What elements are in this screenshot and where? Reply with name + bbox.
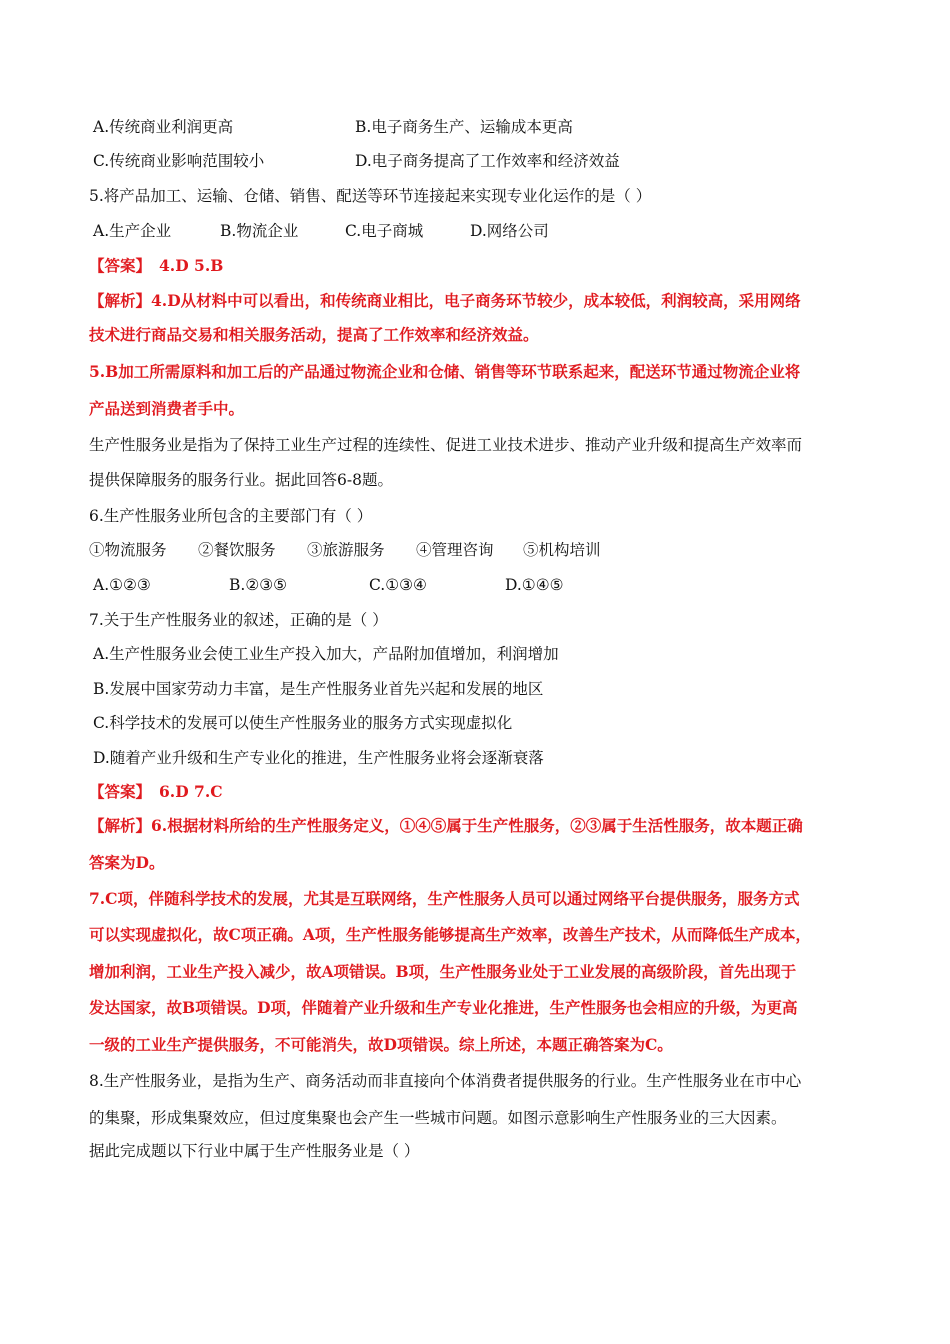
q4-option-d: D.电子商务提高了工作效率和经济效益 [355, 152, 620, 170]
analysis-4-5-line-3: 5.B加工所需原料和加工后的产品通过物流企业和仓储、销售等环节联系起来，配送环节通过物流企业将 [89, 362, 801, 381]
q7-option-d: D.随着产业升级和生产专业化的推进，生产性服务业将会逐渐衰落 [93, 749, 544, 767]
q8-line-3: 据此完成题以下行业中属于生产性服务业是（ ） [89, 1142, 420, 1160]
q6-option-a: A.①②③ [93, 576, 151, 594]
answer-label: 【答案】 [89, 256, 152, 275]
analysis-6-7-line-1: 【解析】6.根据材料所给的生产性服务定义，①④⑤属于生产性服务，②③属于生活性服务，故本题正确 [89, 816, 803, 835]
passage-6-8-line-2: 提供保障服务的服务行业。据此回答6-8题。 [89, 471, 393, 489]
q7-option-b: B.发展中国家劳动力丰富，是生产性服务业首先兴起和发展的地区 [93, 680, 544, 698]
q4-option-b: B.电子商务生产、运输成本更高 [355, 118, 573, 136]
q8-line-2: 的集聚，形成集聚效应，但过度集聚也会产生一些城市问题。如图示意影响生产性服务业的三大因素。 [89, 1109, 787, 1127]
q8-line-1: 8.生产性服务业，是指为生产、商务活动而非直接向个体消费者提供服务的行业。生产性服务业在市中心 [89, 1072, 802, 1090]
q4-option-a: A.传统商业利润更高 [93, 118, 234, 136]
analysis-6-7-line-2: 答案为D。 [89, 853, 165, 872]
q6-option-c: C.①③④ [369, 576, 427, 594]
answer-value: 4.D 5.B [159, 256, 224, 275]
answer-4-5 [89, 255, 223, 277]
q5-option-b: B.物流企业 [220, 222, 299, 240]
answer-label: 【答案】 [89, 782, 152, 801]
analysis-6-7-line-4: 可以实现虚拟化，故C项正确。A项，生产性服务能够提高生产效率，改善生产技术，从而降低生产成本， [89, 925, 811, 944]
analysis-6-7-line-3: 7.C项，伴随科学技术的发展，尤其是互联网络，生产性服务人员可以通过网络平台提供服务，服务方式 [89, 889, 800, 908]
q6-item-2: ②餐饮服务 [198, 541, 276, 559]
q7-stem: 7.关于生产性服务业的叙述，正确的是（ ） [89, 611, 388, 629]
q5-option-a: A.生产企业 [93, 222, 172, 240]
analysis-4-5-line-2: 技术进行商品交易和相关服务活动，提高了工作效率和经济效益。 [89, 325, 539, 344]
q6-option-b: B.②③⑤ [229, 576, 288, 594]
analysis-6-7-line-6: 发达国家，故B项错误。D项，伴随着产业升级和生产专业化推进，生产性服务也会相应的升级，为更高 [89, 998, 798, 1017]
q7-option-c: C.科学技术的发展可以使生产性服务业的服务方式实现虚拟化 [93, 714, 513, 732]
answer-6-7 [89, 781, 223, 803]
analysis-label: 【解析】 [89, 291, 152, 310]
q6-item-3: ③旅游服务 [307, 541, 385, 559]
q5-stem: 5.将产品加工、运输、仓储、销售、配送等环节连接起来实现专业化运作的是（ ） [89, 187, 652, 205]
analysis-6-7-line-5: 增加利润，工业生产投入减少，故A项错误。B项，生产性服务业处于工业发展的高级阶段，首先出现于 [89, 962, 797, 981]
q6-item-1: ①物流服务 [89, 541, 167, 559]
q4-option-c: C.传统商业影响范围较小 [93, 152, 265, 170]
answer-value: 6.D 7.C [159, 782, 223, 801]
analysis-4-5-line-4: 产品送到消费者手中。 [89, 399, 245, 418]
q6-item-5: ⑤机构培训 [523, 541, 601, 559]
q6-item-4: ④管理咨询 [416, 541, 494, 559]
q7-option-a: A.生产性服务业会使工业生产投入加大，产品附加值增加，利润增加 [93, 645, 559, 663]
analysis-4-5-line-1: 【解析】4.D从材料中可以看出，和传统商业相比，电子商务环节较少，成本较低，利润较高，采用网络 [89, 291, 801, 310]
q5-option-c: C.电子商城 [345, 222, 424, 240]
passage-6-8-line-1: 生产性服务业是指为了保持工业生产过程的连续性、促进工业技术进步、推动产业升级和提高生产效率而 [89, 436, 803, 454]
analysis-label: 【解析】 [89, 816, 152, 835]
q6-option-d: D.①④⑤ [505, 576, 564, 594]
q5-option-d: D.网络公司 [470, 222, 549, 240]
q6-stem: 6.生产性服务业所包含的主要部门有（ ） [89, 507, 373, 525]
analysis-6-7-line-7: 一级的工业生产提供服务，不可能消失，故D项错误。综上所述，本题正确答案为C。 [89, 1035, 673, 1054]
